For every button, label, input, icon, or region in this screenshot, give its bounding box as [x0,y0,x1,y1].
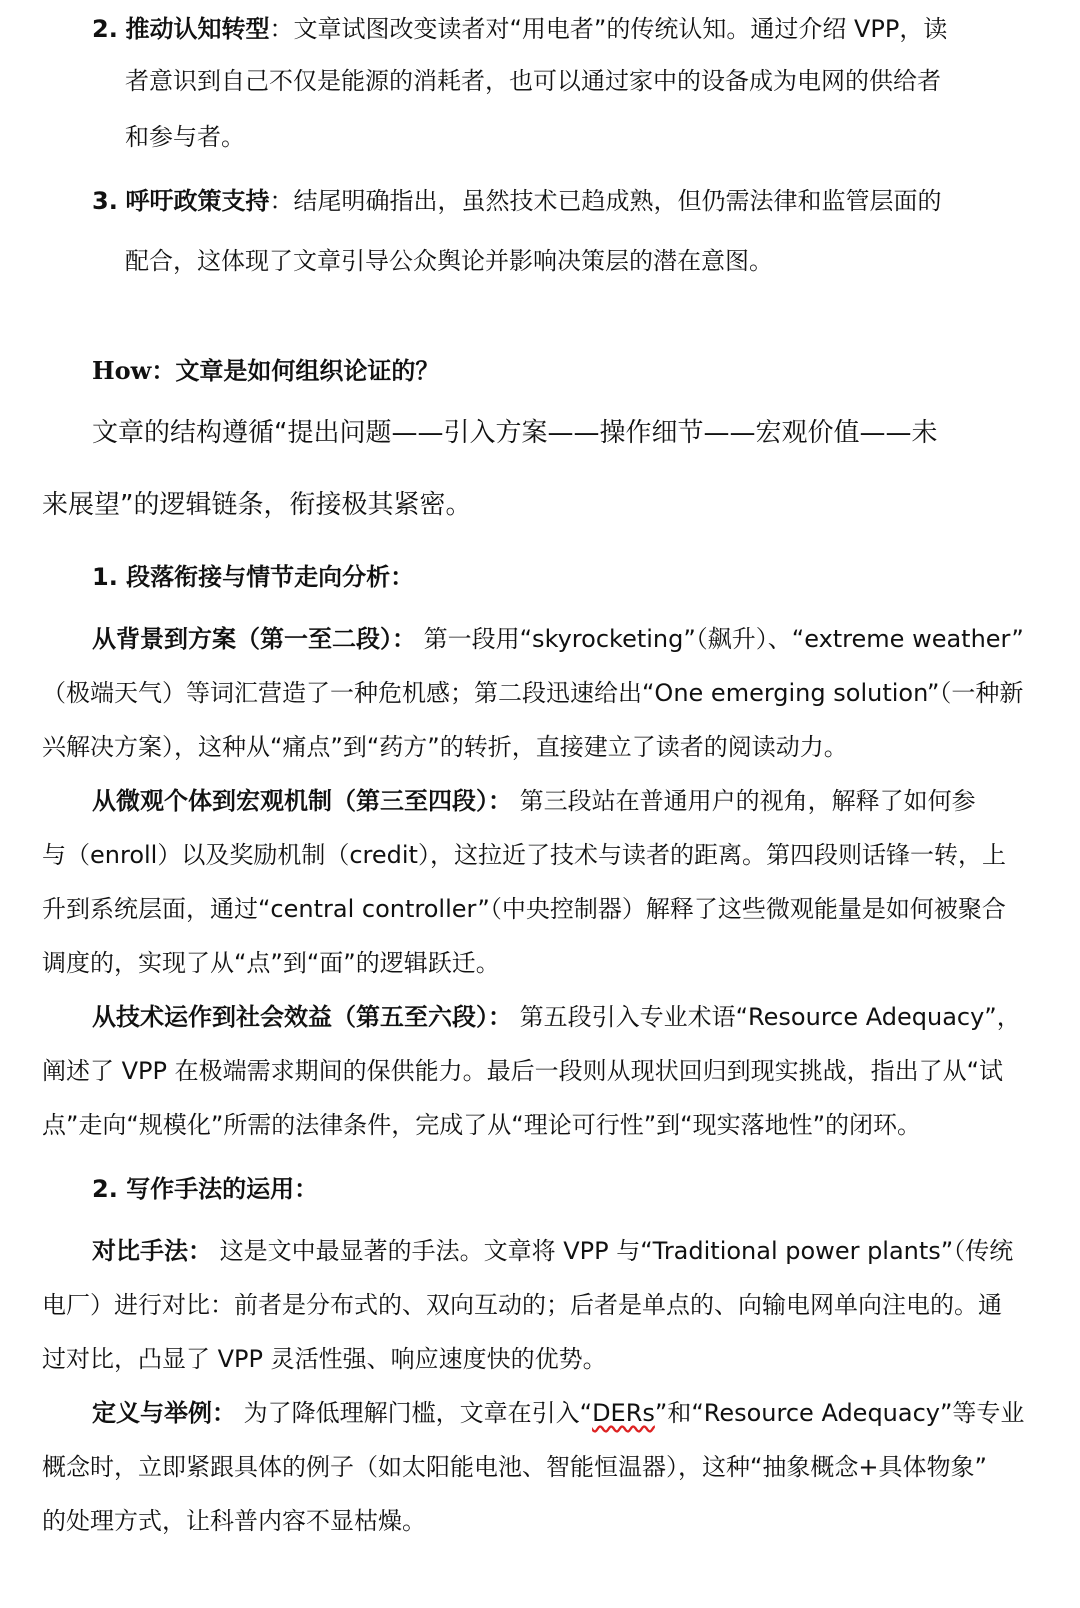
section-2-heading: 2. 写作手法的运用： [92,1175,319,1203]
s1-p3-line-1 [92,1002,1021,1032]
s2-p2-line-1 [92,1398,1024,1428]
list-item-3-line-1 [92,186,941,216]
section-1-heading: 1. 段落衔接与情节走向分析： [92,563,415,591]
s1-p1-line-2: （极端天气）等词汇营造了一种危机感；第二段迅速给出“One emerging solution”（一种新 [42,679,1024,707]
paragraph-text: 这是文中最显著的手法。文章将 VPP 与“Traditional power plants”（传统 [212,1237,1014,1265]
paragraph-label: 从背景到方案（第一至二段）： [92,625,416,653]
list-item-label: 推动认知转型 [125,15,270,43]
how-intro-line-1: 文章的结构遵循“提出问题——引入方案——操作细节——宏观价值——未 [92,418,938,448]
list-item-3-line-2: 配合，这体现了文章引导公众舆论并影响决策层的潜在意图。 [125,247,773,275]
spellcheck-word: DERs [592,1399,655,1427]
paragraph-label: 从微观个体到宏观机制（第三至四段）： [92,787,512,815]
list-item-text: ：文章试图改变读者对“用电者”的传统认知。通过介绍 VPP，读 [269,15,948,43]
s1-p3-line-2: 阐述了 VPP 在极端需求期间的保供能力。最后一段则从现状回归到现实挑战，指出了从“试 [42,1057,1004,1085]
list-item-label: 呼吁政策支持 [125,187,270,215]
s2-p1-line-2: 电厂）进行对比：前者是分布式的、双向互动的；后者是单点的、向输电网单向注电的。通 [42,1291,1002,1319]
how-intro-line-2: 来展望”的逻辑链条，衔接极其紧密。 [42,490,472,520]
s1-p2-line-1 [92,786,976,816]
s2-p2-line-3: 的处理方式，让科普内容不显枯燥。 [42,1507,426,1535]
s1-p2-line-4: 调度的，实现了从“点”到“面”的逻辑跃迁。 [42,949,500,977]
paragraph-label: 从技术运作到社会效益（第五至六段）： [92,1003,512,1031]
list-item-2-line-3: 和参与者。 [125,123,245,151]
list-number: 3. [92,187,118,215]
s2-p1-line-3: 过对比，凸显了 VPP 灵活性强、响应速度快的优势。 [42,1345,607,1373]
paragraph-label: 对比手法： [92,1237,212,1265]
s1-p2-line-3: 升到系统层面，通过“central controller”（中央控制器）解释了这些微观能量是如何被聚合 [42,895,1006,923]
s1-p1-line-1 [92,624,1024,654]
list-item-2-line-2: 者意识到自己不仅是能源的消耗者，也可以通过家中的设备成为电网的供给者 [125,67,941,95]
s1-p3-line-3: 点”走向“规模化”所需的法律条件，完成了从“理论可行性”到“现实落地性”的闭环。 [42,1111,922,1139]
paragraph-text: 第一段用“skyrocketing”（飙升）、“extreme weather” [416,625,1024,653]
paragraph-text: 为了降低理解门槛，文章在引入“ [236,1399,593,1427]
list-item-2-line-1 [92,14,947,44]
s1-p1-line-3: 兴解决方案），这种从“痛点”到“药方”的转折，直接建立了读者的阅读动力。 [42,733,848,761]
s2-p1-line-1 [92,1236,1013,1266]
section-heading-how: How：文章是如何组织论证的？ [92,356,440,385]
list-item-text: ：结尾明确指出，虽然技术已趋成熟，但仍需法律和监管层面的 [269,187,942,215]
paragraph-label: 定义与举例： [92,1399,236,1427]
paragraph-text: 第五段引入专业术语“Resource Adequacy”， [512,1003,1021,1031]
list-number: 2. [92,15,118,43]
paragraph-text: ”和“Resource Adequacy”等专业 [654,1399,1025,1427]
paragraph-text: 第三段站在普通用户的视角，解释了如何参 [512,787,976,815]
s1-p2-line-2: 与（enroll）以及奖励机制（credit），这拉近了技术与读者的距离。第四段则话锋一转，上 [42,841,1006,869]
s2-p2-line-2: 概念时，立即紧跟具体的例子（如太阳能电池、智能恒温器），这种“抽象概念+具体物象” [42,1453,987,1481]
